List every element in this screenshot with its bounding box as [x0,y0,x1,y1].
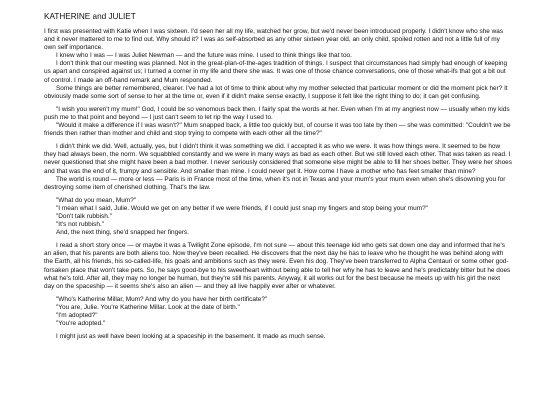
story-paragraph: I first was presented with Katie when I was sixteen. I'd seen her all my life, watched her grow, but we'd never been introduced properly. I didn't know who she was and it never mattered to me to find out. Why should it? I was as self-absorbed as any other sixteen year old, an only child, spoiled rotten and not a little full of my own self importance. [44,28,504,52]
story-paragraph: The world is round — more or less — Paris is in France most of the time, when it's not in Texas and your mum's your mum even when she's disowning you for destroying some item of cherished clothing. That's the law. [44,175,506,191]
story-paragraph: I might just as well have been looking at a spaceship in the basement. It made as much sense. [56,333,326,341]
dialogue-line: "You are, Julie. You're Katherine Millar. Look at the date of birth." [56,303,240,311]
story-block [44,197,512,237]
story-paragraph: I read a short story once — or maybe it was a Twilight Zone episode, I'm not sure — about this teenage kid who gets sat down one day and informed that he's an alien, that his parents are both aliens too. Now they've been recalled. He discovers that the next day he has to leave who he thought he was behind along with the Earth, all his friends, his so-called-life, his goals and ambitions such as they were. Even his dog. They've been transferred to Alpha Centauri or some other god-forsaken place that won't take pets. So, he says good-bye to his sweetheart without being able to tell her why he has to leave and he's predictably bitter but he does what he's told. After all, they may no longer be human, but they're still his parents. Anyway, it all works out for the best because he meets up with his girl the next day on the spaceship — it seems she's also an alien — and they all live happily ever after or whatever. [44,242,511,290]
story-paragraph: I don't think that our meeting was planned. Not in the great-plan-of-the-ages tradition of things. I suspect that circumstances had simply had enough of keeping us apart and conspired against us; I turned a corner in my life and there she was. It was one of those chance conversations, one of those what-ifs that got a bit out of control. I made an off-hand remark and Mum responded. [44,60,508,84]
story-block [44,106,512,138]
dialogue-line: And, the next thing, she'd snapped her fingers. [56,229,189,237]
dialogue-line: "I'm adopted?" [56,312,98,319]
story-block [44,333,512,341]
story-paragraph: "I wish you weren't my mum!" God, I could be so venomous back then. I fairly spat the words at her. Even when I'm at my angriest now — usually when my kids push me to that point and beyond — I just can't seem to let rip the way I used to. [44,105,510,121]
dialogue-line: "You're adopted." [56,320,106,328]
story-paragraph: I didn't think we did. Well, actually, yes, but I didn't think it was something we did. I accepted it as who we were. It was how things were. It seemed to be how they had always been, the norm. We squabbled constantly and we were in many ways as bad as each other. But we still loved each other. That was taken as read. I never questioned that she might have been a bad mother. I never seriously considered that someone else might be able to fill her shoes better. They were her shoes and that was the end of it, frumpy and sensible. And smaller than mine. I could never get it. How come I have a mother who has feet smaller than mine? [44,143,512,175]
story-block [44,28,512,101]
story-block [44,242,512,291]
dialogue-line: "Who's Katherine Millar, Mum? And why do you have her birth certificate?" [56,295,268,303]
dialogue-line: "I mean what I said, Julie. Would we get on any better if we were friends, if I could just snap my fingers and stop being your mum?" [56,204,428,212]
story-block [44,296,512,328]
story-paragraph: "Would it make a difference if I was wasn't?" Mum snapped back, a little too quickly but, of course it was too late by then — she was committed: "Couldn't we be friends then rather than mother and child and stop trying to compete with each other all the time?" [44,122,511,138]
story-paragraph: I knew who I was — I was Juliet Newman — and the future was mine. I used to think things like that too. [56,52,352,60]
story-paragraph: Some things are better remembered, clearer. I've had a lot of time to think about why my mother selected that particular moment or did the moment pick her? It obviously made some sort of sense to her at the time or, even if it didn't make sense exactly, I suppose it felt like the right thing to do; it can get confusing. [44,84,508,100]
dialogue-line: "What do you mean, Mum?" [56,196,137,204]
dialogue-line: "Don't talk rubbish." [56,212,112,220]
dialogue-line: "It's not rubbish." [56,221,105,229]
document-title: KATHERINE and JULIET [44,12,136,21]
story-text [44,28,512,341]
story-block [44,143,512,192]
